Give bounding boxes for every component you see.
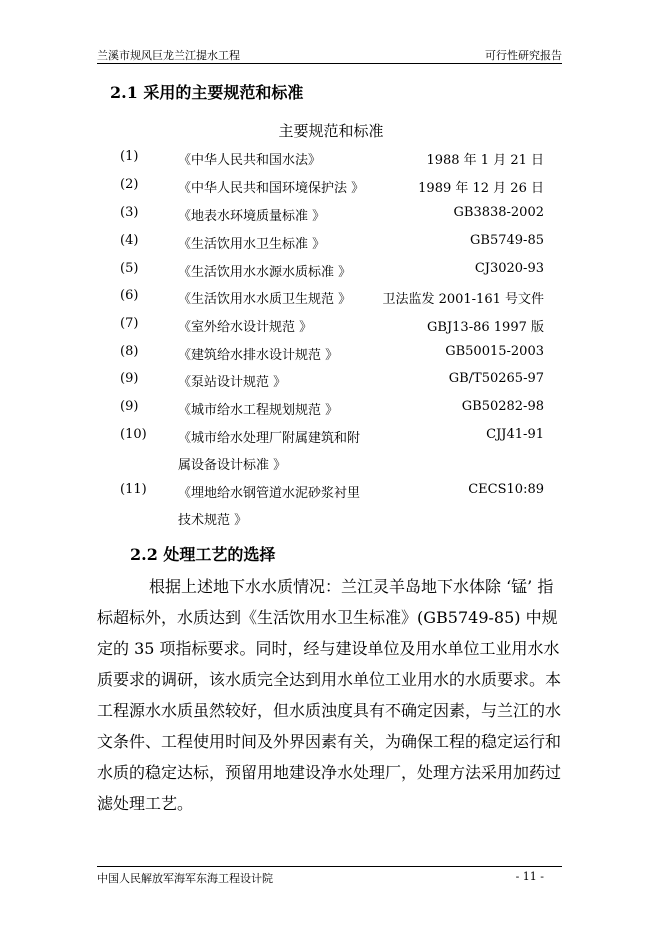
header-report-type: 可行性研究报告: [485, 49, 562, 62]
standards-row: [0, 427, 662, 447]
standards-row: [0, 316, 662, 336]
standards-row: [0, 177, 662, 197]
standards-row: [0, 261, 662, 281]
row-standard-name: 《中华人民共和国水法》: [178, 153, 322, 168]
process-paragraph-text: 根据上述地下水水质情况：兰江灵羊岛地下水体除 ‘锰’ 指标超标外，水质达到《生活饮用水卫生标准》(GB5749-85) 中规定的 35 项指标要求。同时，经与建设单位及用水单位工业用水水质要求的调研，该水质完全达到用水单位工业用水的水质要求。本工程源水水质虽然较好，但水质浊度具有不确定因素，与兰江的水文条件、工程使用时间及外界因素有关，为确保工程的稳定运行和水质的稳定达标，预留用地建设净水处理厂，处理方法采用加药过滤处理工艺。: [97, 577, 562, 813]
row-standard-name-continued: 技术规范 》: [178, 513, 248, 528]
row-number: (7): [120, 316, 139, 331]
section-title-process: 2.2 处理工艺的选择: [130, 545, 276, 564]
row-standard-code: 卫法监发 2001-161 号文件: [382, 292, 544, 307]
row-standard-name: 《建筑给水排水设计规范 》: [178, 348, 339, 363]
row-standard-code: GB/T50265-97: [448, 371, 544, 386]
row-number: (9): [120, 371, 139, 386]
standards-row: [0, 149, 662, 169]
row-number: (6): [120, 288, 139, 303]
row-number: (5): [120, 261, 139, 276]
row-standard-name-continued: 属设备设计标准 》: [178, 458, 287, 473]
row-number: (8): [120, 344, 139, 359]
row-number: (1): [120, 149, 139, 164]
row-standard-name: 《埋地给水钢管道水泥砂浆衬里: [178, 486, 361, 501]
row-standard-name: 《中华人民共和国环境保护法 》: [178, 181, 365, 196]
section-title-standards: 2.1 采用的主要规范和标准: [110, 83, 304, 102]
page-number: - 11 -: [515, 870, 544, 883]
row-standard-name: 《生活饮用水水质卫生规范 》: [178, 292, 352, 307]
row-standard-code: GB50015-2003: [445, 344, 544, 359]
row-number: (4): [120, 233, 139, 248]
standards-list-title: 主要规范和标准: [278, 122, 384, 140]
header-divider: [97, 63, 562, 64]
standards-row: [0, 288, 662, 308]
standards-row: [0, 344, 662, 364]
standards-row: [0, 371, 662, 391]
row-standard-code: 1989 年 12 月 26 日: [418, 181, 544, 196]
row-number: (9): [120, 399, 139, 414]
row-standard-code: GB3838-2002: [453, 205, 544, 220]
row-standard-name: 《泵站设计规范 》: [178, 375, 287, 390]
row-standard-name: 《生活饮用水水源水质标准 》: [178, 265, 352, 280]
footer-organization: 中国人民解放军海军东海工程设计院: [97, 872, 273, 885]
standards-row: [0, 482, 662, 502]
row-standard-name: 《室外给水设计规范 》: [178, 320, 313, 335]
row-standard-code: CECS10:89: [468, 482, 544, 497]
row-number: (3): [120, 205, 139, 220]
standards-row: [0, 205, 662, 225]
standards-row: [0, 399, 662, 419]
row-standard-code: GB5749-85: [470, 233, 544, 248]
row-standard-name: 《城市给水处理厂附属建筑和附: [178, 431, 361, 446]
row-standard-code: CJJ41-91: [486, 427, 544, 442]
row-number: (10): [120, 427, 147, 442]
row-standard-code: CJ3020-93: [474, 261, 544, 276]
footer-divider: [97, 866, 562, 867]
row-number: (11): [120, 482, 147, 497]
row-standard-name: 《生活饮用水卫生标准 》: [178, 237, 326, 252]
header-project-name: 兰溪市规风巨龙兰江提水工程: [97, 49, 240, 62]
row-standard-code: GB50282-98: [461, 399, 544, 414]
standards-row: [0, 233, 662, 253]
row-standard-code: GBJ13-86 1997 版: [427, 320, 544, 335]
row-standard-code: 1988 年 1 月 21 日: [426, 153, 544, 168]
row-standard-name: 《城市给水工程规划规范 》: [178, 403, 339, 418]
process-paragraph: [97, 571, 569, 819]
row-number: (2): [120, 177, 139, 192]
row-standard-name: 《地表水环境质量标准 》: [178, 209, 326, 224]
